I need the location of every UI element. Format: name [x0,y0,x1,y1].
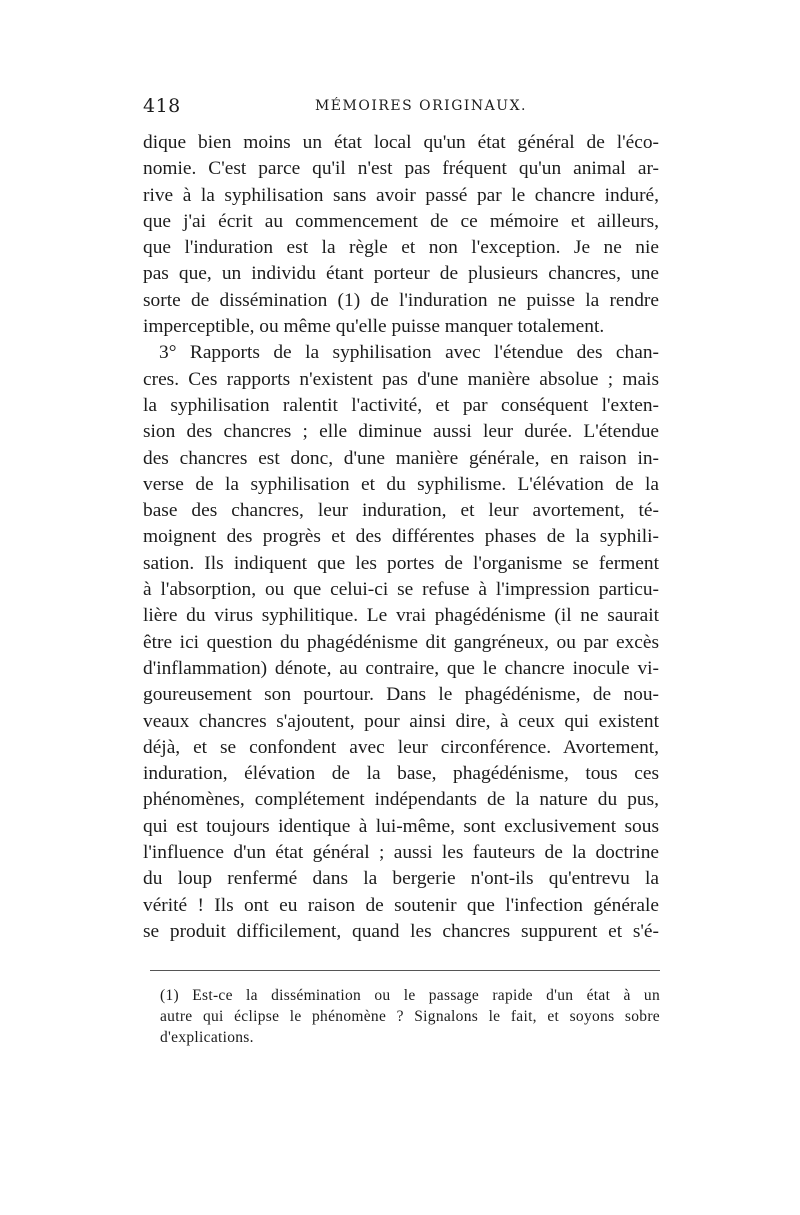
running-title: MÉMOIRES ORIGINAUX. [314,98,528,114]
section-heading-line: 3° Rapports de la syphilisation avec l'étendue des chan- [159,342,659,364]
text-line: verse de la syphilisation et du syphilisme. L'élévation de la [143,473,659,495]
text-line: goureusement son pourtour. Dans le phagédénisme, de nou- [143,684,659,706]
text-line: déjà, et se confondent avec leur circonférence. Avortement, [143,736,659,758]
text-line: pas que, un individu étant porteur de plusieurs chancres, une [143,263,659,285]
text-line: moignent des progrès et des différentes phases de la syphili- [143,526,659,548]
text-line: du loup renfermé dans la bergerie n'ont-ils qu'entrevu la [143,868,659,890]
page-number: 418 [143,95,181,117]
text-line: sorte de dissémination (1) de l'induration ne puisse la rendre [143,289,659,311]
footnote-line: (1) Est-ce la dissémination ou le passage rapide d'un état à un [160,987,660,1004]
text-line: dique bien moins un état local qu'un état général de l'éco- [143,132,659,153]
footnote-line: autre qui éclipse le phénomène ? Signalons le fait, et soyons sobre [160,1008,660,1025]
text-line: base des chancres, leur induration, et leur avortement, té- [143,500,659,522]
text-line: que l'induration est la règle et non l'exception. Je ne nie [143,237,659,259]
page-header [143,95,659,125]
text-line: vérité ! Ils ont eu raison de soutenir que l'infection générale [143,894,659,916]
text-line: que j'ai écrit au commencement de ce mémoire et ailleurs, [143,210,659,232]
text-line: d'inflammation) dénote, au contraire, que le chancre inocule vi- [143,657,659,679]
text-line: qui est toujours identique à lui-même, sont exclusivement sous [143,815,659,837]
text-line: être ici question du phagédénisme dit gangréneux, ou par excès [143,631,659,653]
footnote [160,985,660,1048]
text-line: se produit difficilement, quand les chancres suppurent et s'é- [143,920,659,942]
body-text [143,130,659,945]
footnote-divider [150,970,660,971]
text-line: sion des chancres ; elle diminue aussi leur durée. L'étendue [143,421,659,443]
text-line: imperceptible, ou même qu'elle puisse manquer totalement. [143,316,605,338]
text-line: nomie. C'est parce qu'il n'est pas fréquent qu'un animal ar- [143,158,659,180]
text-line: des chancres est donc, d'une manière générale, en raison in- [143,447,659,469]
text-line: veaux chancres s'ajoutent, pour ainsi dire, à ceux qui existent [143,710,659,732]
text-line: l'influence d'un état général ; aussi les fauteurs de la doctrine [143,842,659,864]
text-line: rive à la syphilisation sans avoir passé par le chancre induré, [143,184,659,206]
text-line: à l'absorption, ou que celui-ci se refuse à l'impression particu- [143,579,659,601]
text-line: la syphilisation ralentit l'activité, et par conséquent l'exten- [143,394,659,416]
text-line: induration, élévation de la base, phagédénisme, tous ces [143,763,659,785]
footnote-line: d'explications. [160,1029,254,1046]
text-line: phénomènes, complétement indépendants de la nature du pus, [143,789,659,811]
text-line: lière du virus syphilitique. Le vrai phagédénisme (il ne saurait [143,605,659,627]
text-line: cres. Ces rapports n'existent pas d'une manière absolue ; mais [143,368,659,390]
text-line: sation. Ils indiquent que les portes de l'organisme se ferment [143,552,659,574]
